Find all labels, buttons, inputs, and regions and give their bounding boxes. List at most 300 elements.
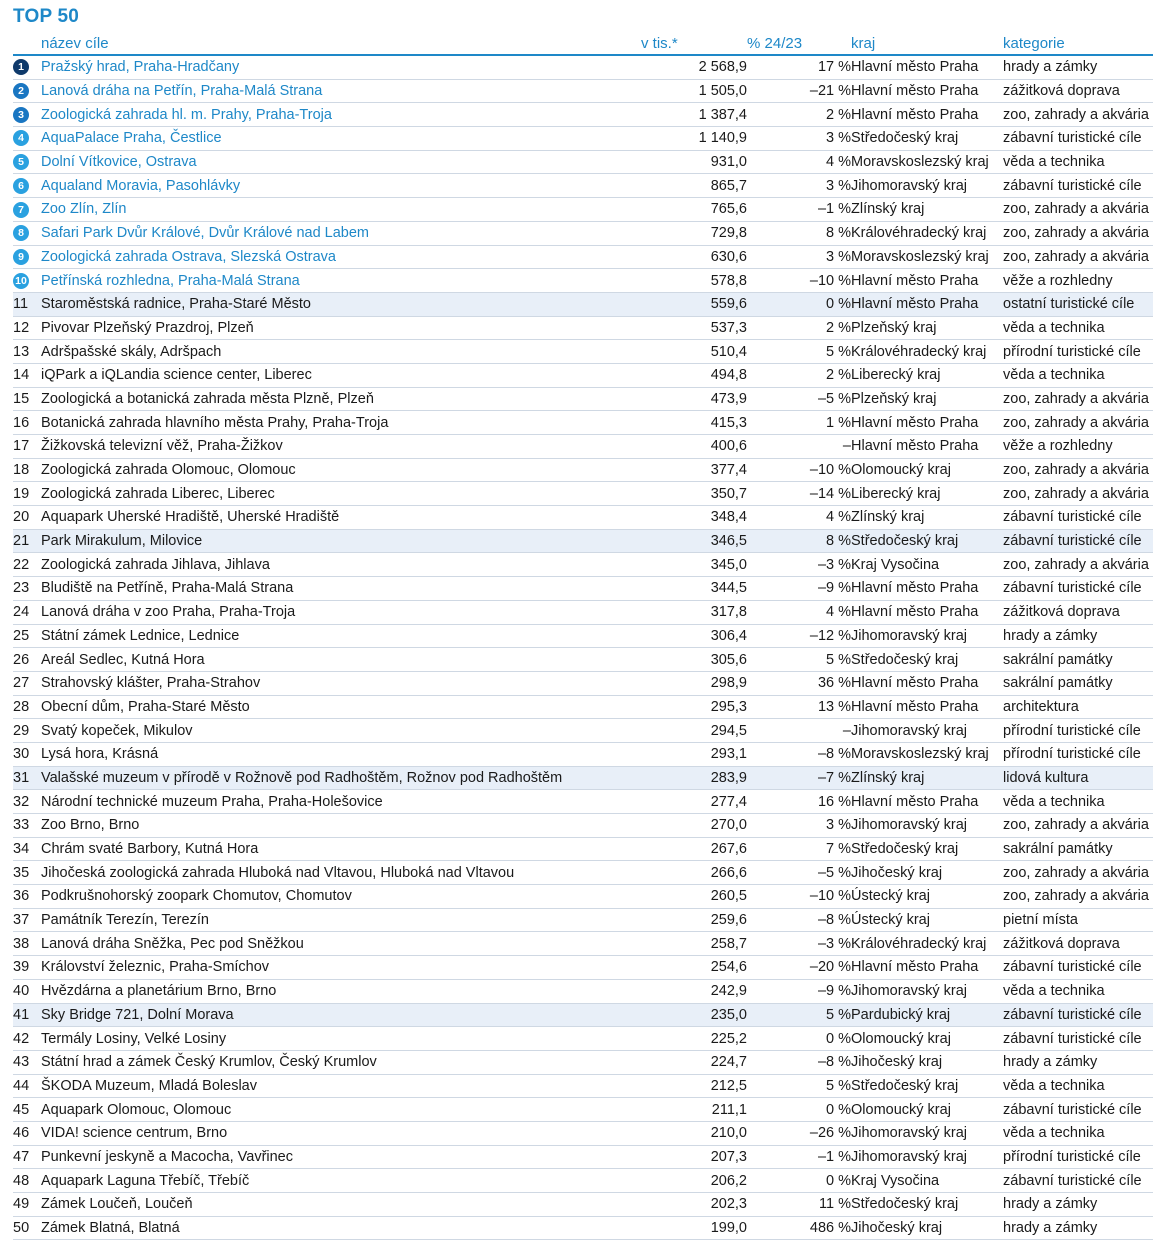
category-cell: zábavní turistické cíle bbox=[1003, 529, 1153, 553]
visitors-cell: 295,3 bbox=[641, 695, 747, 719]
change-cell: –8 % bbox=[747, 908, 851, 932]
rank-number: 26 bbox=[13, 651, 30, 668]
change-cell: –26 % bbox=[747, 1121, 851, 1145]
change-cell: –1 % bbox=[747, 198, 851, 222]
change-cell: –3 % bbox=[747, 932, 851, 956]
name-cell: Adršpašské skály, Adršpach bbox=[41, 340, 641, 364]
rank-number: 23 bbox=[13, 580, 30, 597]
category-cell: hrady a zámky bbox=[1003, 1193, 1153, 1217]
visitors-cell: 206,2 bbox=[641, 1169, 747, 1193]
category-cell: věda a technika bbox=[1003, 790, 1153, 814]
name-cell: Hvězdárna a planetárium Brno, Brno bbox=[41, 979, 641, 1003]
category-cell: zážitková doprava bbox=[1003, 600, 1153, 624]
region-cell: Kraj Vysočina bbox=[851, 1169, 1003, 1193]
header-visitors: v tis.* bbox=[641, 33, 747, 55]
category-cell: přírodní turistické cíle bbox=[1003, 719, 1153, 743]
category-cell: zážitková doprava bbox=[1003, 932, 1153, 956]
rank-cell bbox=[13, 932, 41, 956]
change-cell: 7 % bbox=[747, 837, 851, 861]
rank-cell bbox=[13, 127, 41, 151]
region-cell: Hlavní město Praha bbox=[851, 292, 1003, 316]
category-cell: zábavní turistické cíle bbox=[1003, 1098, 1153, 1122]
rank-badge: 2 bbox=[13, 83, 29, 99]
name-cell: Aqualand Moravia, Pasohlávky bbox=[41, 174, 641, 198]
rank-number: 46 bbox=[13, 1125, 30, 1142]
rank-number: 13 bbox=[13, 343, 30, 360]
name-cell: Aquapark Olomouc, Olomouc bbox=[41, 1098, 641, 1122]
region-cell: Jihočeský kraj bbox=[851, 1050, 1003, 1074]
region-cell: Hlavní město Praha bbox=[851, 790, 1003, 814]
table-row bbox=[13, 55, 1153, 79]
visitors-cell: 267,6 bbox=[641, 837, 747, 861]
visitors-cell: 377,4 bbox=[641, 458, 747, 482]
change-cell: 3 % bbox=[747, 127, 851, 151]
category-cell: věda a technika bbox=[1003, 979, 1153, 1003]
table-row bbox=[13, 1003, 1153, 1027]
region-cell: Jihomoravský kraj bbox=[851, 719, 1003, 743]
name-cell: Punkevní jeskyně a Macocha, Vavřinec bbox=[41, 1145, 641, 1169]
rank-cell bbox=[13, 1169, 41, 1193]
region-cell: Středočeský kraj bbox=[851, 1074, 1003, 1098]
rank-number: 34 bbox=[13, 841, 30, 858]
rank-number: 43 bbox=[13, 1054, 30, 1071]
rank-badge: 10 bbox=[13, 273, 29, 289]
visitors-cell: 317,8 bbox=[641, 600, 747, 624]
table-row bbox=[13, 766, 1153, 790]
table-row bbox=[13, 1098, 1153, 1122]
header-change: % 24/23 bbox=[747, 33, 851, 55]
category-cell: zoo, zahrady a akvária bbox=[1003, 198, 1153, 222]
visitors-cell: 202,3 bbox=[641, 1193, 747, 1217]
region-cell: Středočeský kraj bbox=[851, 1193, 1003, 1217]
category-cell: přírodní turistické cíle bbox=[1003, 742, 1153, 766]
change-cell: 5 % bbox=[747, 648, 851, 672]
name-cell: Obecní dům, Praha-Staré Město bbox=[41, 695, 641, 719]
change-cell: –8 % bbox=[747, 1050, 851, 1074]
region-cell: Hlavní město Praha bbox=[851, 79, 1003, 103]
visitors-cell: 207,3 bbox=[641, 1145, 747, 1169]
category-cell: zoo, zahrady a akvária bbox=[1003, 553, 1153, 577]
region-cell: Hlavní město Praha bbox=[851, 103, 1003, 127]
category-cell: zábavní turistické cíle bbox=[1003, 506, 1153, 530]
table-row bbox=[13, 103, 1153, 127]
rank-number: 16 bbox=[13, 414, 30, 431]
region-cell: Hlavní město Praha bbox=[851, 600, 1003, 624]
region-cell: Hlavní město Praha bbox=[851, 671, 1003, 695]
change-cell: –8 % bbox=[747, 742, 851, 766]
name-cell: Sky Bridge 721, Dolní Morava bbox=[41, 1003, 641, 1027]
change-cell: 8 % bbox=[747, 221, 851, 245]
table-row bbox=[13, 529, 1153, 553]
category-cell: zábavní turistické cíle bbox=[1003, 1003, 1153, 1027]
table-row bbox=[13, 932, 1153, 956]
region-cell: Královéhradecký kraj bbox=[851, 340, 1003, 364]
name-cell: Pražský hrad, Praha-Hradčany bbox=[41, 55, 641, 79]
category-cell: zoo, zahrady a akvária bbox=[1003, 103, 1153, 127]
change-cell: 2 % bbox=[747, 363, 851, 387]
name-cell: Staroměstská radnice, Praha-Staré Město bbox=[41, 292, 641, 316]
category-cell: zoo, zahrady a akvária bbox=[1003, 885, 1153, 909]
visitors-cell: 931,0 bbox=[641, 150, 747, 174]
rank-cell bbox=[13, 908, 41, 932]
name-cell: Památník Terezín, Terezín bbox=[41, 908, 641, 932]
category-cell: zábavní turistické cíle bbox=[1003, 577, 1153, 601]
table-row bbox=[13, 1193, 1153, 1217]
change-cell: –5 % bbox=[747, 387, 851, 411]
change-cell: 4 % bbox=[747, 506, 851, 530]
rank-number: 22 bbox=[13, 556, 30, 573]
visitors-cell: 2 568,9 bbox=[641, 55, 747, 79]
name-cell: Lanová dráha Sněžka, Pec pod Sněžkou bbox=[41, 932, 641, 956]
name-cell: Zoologická zahrada Liberec, Liberec bbox=[41, 482, 641, 506]
region-cell: Středočeský kraj bbox=[851, 648, 1003, 672]
name-cell: Aquapark Uherské Hradiště, Uherské Hradiště bbox=[41, 506, 641, 530]
table-row bbox=[13, 648, 1153, 672]
rank-number: 19 bbox=[13, 485, 30, 502]
region-cell: Olomoucký kraj bbox=[851, 458, 1003, 482]
category-cell: sakrální památky bbox=[1003, 648, 1153, 672]
rank-number: 39 bbox=[13, 959, 30, 976]
table-row bbox=[13, 814, 1153, 838]
table-row bbox=[13, 1027, 1153, 1051]
name-cell: VIDA! science centrum, Brno bbox=[41, 1121, 641, 1145]
change-cell: 4 % bbox=[747, 150, 851, 174]
region-cell: Královéhradecký kraj bbox=[851, 932, 1003, 956]
visitors-cell: 537,3 bbox=[641, 316, 747, 340]
category-cell: hrady a zámky bbox=[1003, 624, 1153, 648]
category-cell: architektura bbox=[1003, 695, 1153, 719]
rank-cell bbox=[13, 1003, 41, 1027]
rank-cell bbox=[13, 292, 41, 316]
table-row bbox=[13, 885, 1153, 909]
visitors-cell: 559,6 bbox=[641, 292, 747, 316]
category-cell: sakrální památky bbox=[1003, 837, 1153, 861]
name-cell: Svatý kopeček, Mikulov bbox=[41, 719, 641, 743]
change-cell: 13 % bbox=[747, 695, 851, 719]
rank-number: 50 bbox=[13, 1220, 30, 1237]
name-cell: Království železnic, Praha-Smíchov bbox=[41, 956, 641, 980]
table-row bbox=[13, 837, 1153, 861]
category-cell: věže a rozhledny bbox=[1003, 269, 1153, 293]
rank-cell bbox=[13, 363, 41, 387]
change-cell: 3 % bbox=[747, 245, 851, 269]
rank-cell bbox=[13, 742, 41, 766]
visitors-cell: 242,9 bbox=[641, 979, 747, 1003]
rank-cell bbox=[13, 174, 41, 198]
change-cell: –10 % bbox=[747, 885, 851, 909]
region-cell: Hlavní město Praha bbox=[851, 695, 1003, 719]
rank-cell bbox=[13, 648, 41, 672]
region-cell: Kraj Vysočina bbox=[851, 553, 1003, 577]
visitors-cell: 305,6 bbox=[641, 648, 747, 672]
visitors-cell: 224,7 bbox=[641, 1050, 747, 1074]
table-row bbox=[13, 577, 1153, 601]
region-cell: Středočeský kraj bbox=[851, 529, 1003, 553]
table-row bbox=[13, 861, 1153, 885]
rank-badge: 5 bbox=[13, 154, 29, 170]
region-cell: Jihomoravský kraj bbox=[851, 174, 1003, 198]
name-cell: Safari Park Dvůr Králové, Dvůr Králové nad Labem bbox=[41, 221, 641, 245]
table-row bbox=[13, 1121, 1153, 1145]
rank-cell bbox=[13, 482, 41, 506]
visitors-cell: 1 387,4 bbox=[641, 103, 747, 127]
category-cell: zoo, zahrady a akvária bbox=[1003, 814, 1153, 838]
category-cell: věda a technika bbox=[1003, 316, 1153, 340]
visitors-cell: 1 140,9 bbox=[641, 127, 747, 151]
name-cell: AquaPalace Praha, Čestlice bbox=[41, 127, 641, 151]
rank-number: 33 bbox=[13, 817, 30, 834]
rank-cell bbox=[13, 1121, 41, 1145]
region-cell: Ústecký kraj bbox=[851, 908, 1003, 932]
table-row bbox=[13, 150, 1153, 174]
rank-number: 31 bbox=[13, 769, 30, 786]
name-cell: iQPark a iQLandia science center, Liberec bbox=[41, 363, 641, 387]
table-row bbox=[13, 742, 1153, 766]
table-row bbox=[13, 695, 1153, 719]
table-row bbox=[13, 269, 1153, 293]
region-cell: Hlavní město Praha bbox=[851, 577, 1003, 601]
table-row bbox=[13, 458, 1153, 482]
table-row bbox=[13, 411, 1153, 435]
rank-badge: 8 bbox=[13, 225, 29, 241]
rank-number: 44 bbox=[13, 1077, 30, 1094]
rank-number: 14 bbox=[13, 367, 30, 384]
rank-cell bbox=[13, 198, 41, 222]
region-cell: Moravskoslezský kraj bbox=[851, 245, 1003, 269]
name-cell: Bludiště na Petříně, Praha-Malá Strana bbox=[41, 577, 641, 601]
name-cell: Termály Losiny, Velké Losiny bbox=[41, 1027, 641, 1051]
category-cell: zábavní turistické cíle bbox=[1003, 956, 1153, 980]
header-rank bbox=[13, 33, 41, 55]
category-cell: hrady a zámky bbox=[1003, 55, 1153, 79]
rank-number: 40 bbox=[13, 983, 30, 1000]
name-cell: Chrám svaté Barbory, Kutná Hora bbox=[41, 837, 641, 861]
change-cell: 2 % bbox=[747, 103, 851, 127]
rank-cell bbox=[13, 221, 41, 245]
change-cell: –5 % bbox=[747, 861, 851, 885]
rank-badge: 1 bbox=[13, 59, 29, 75]
change-cell: 16 % bbox=[747, 790, 851, 814]
rank-badge: 4 bbox=[13, 130, 29, 146]
rank-badge: 3 bbox=[13, 107, 29, 123]
rank-cell bbox=[13, 1027, 41, 1051]
visitors-cell: 494,8 bbox=[641, 363, 747, 387]
name-cell: Národní technické muzeum Praha, Praha-Holešovice bbox=[41, 790, 641, 814]
name-cell: Žižkovská televizní věž, Praha-Žižkov bbox=[41, 435, 641, 459]
table-row bbox=[13, 292, 1153, 316]
change-cell: 8 % bbox=[747, 529, 851, 553]
category-cell: přírodní turistické cíle bbox=[1003, 340, 1153, 364]
rank-number: 45 bbox=[13, 1101, 30, 1118]
table-row bbox=[13, 671, 1153, 695]
name-cell: Dolní Vítkovice, Ostrava bbox=[41, 150, 641, 174]
table-row bbox=[13, 482, 1153, 506]
rank-cell bbox=[13, 600, 41, 624]
rank-cell bbox=[13, 411, 41, 435]
table-row bbox=[13, 600, 1153, 624]
rank-number: 18 bbox=[13, 462, 30, 479]
region-cell: Liberecký kraj bbox=[851, 482, 1003, 506]
table-row bbox=[13, 435, 1153, 459]
name-cell: Zoologická zahrada Ostrava, Slezská Ostrava bbox=[41, 245, 641, 269]
rank-number: 28 bbox=[13, 698, 30, 715]
table-row bbox=[13, 1074, 1153, 1098]
rank-number: 21 bbox=[13, 533, 30, 550]
name-cell: Státní hrad a zámek Český Krumlov, Český Krumlov bbox=[41, 1050, 641, 1074]
region-cell: Pardubický kraj bbox=[851, 1003, 1003, 1027]
name-cell: Zoologická a botanická zahrada města Plzně, Plzeň bbox=[41, 387, 641, 411]
rank-cell bbox=[13, 861, 41, 885]
rank-cell bbox=[13, 837, 41, 861]
category-cell: věže a rozhledny bbox=[1003, 435, 1153, 459]
header-region: kraj bbox=[851, 33, 1003, 55]
table-body bbox=[13, 55, 1153, 1240]
rank-number: 42 bbox=[13, 1030, 30, 1047]
page-title: TOP 50 bbox=[13, 6, 79, 27]
rank-cell bbox=[13, 719, 41, 743]
visitors-cell: 346,5 bbox=[641, 529, 747, 553]
visitors-cell: 400,6 bbox=[641, 435, 747, 459]
category-cell: věda a technika bbox=[1003, 363, 1153, 387]
rank-cell bbox=[13, 340, 41, 364]
visitors-cell: 350,7 bbox=[641, 482, 747, 506]
visitors-cell: 254,6 bbox=[641, 956, 747, 980]
name-cell: Strahovský klášter, Praha-Strahov bbox=[41, 671, 641, 695]
region-cell: Jihomoravský kraj bbox=[851, 979, 1003, 1003]
rank-number: 17 bbox=[13, 438, 30, 455]
name-cell: Valašské muzeum v přírodě v Rožnově pod Radhoštěm, Rožnov pod Radhoštěm bbox=[41, 766, 641, 790]
change-cell: 2 % bbox=[747, 316, 851, 340]
name-cell: Botanická zahrada hlavního města Prahy, Praha-Troja bbox=[41, 411, 641, 435]
visitors-cell: 235,0 bbox=[641, 1003, 747, 1027]
change-cell: –1 % bbox=[747, 1145, 851, 1169]
rank-cell bbox=[13, 1074, 41, 1098]
rank-cell bbox=[13, 1098, 41, 1122]
visitors-cell: 225,2 bbox=[641, 1027, 747, 1051]
category-cell: zážitková doprava bbox=[1003, 79, 1153, 103]
rank-cell bbox=[13, 79, 41, 103]
visitors-cell: 630,6 bbox=[641, 245, 747, 269]
change-cell: –21 % bbox=[747, 79, 851, 103]
table-row bbox=[13, 624, 1153, 648]
change-cell: –7 % bbox=[747, 766, 851, 790]
change-cell: –10 % bbox=[747, 458, 851, 482]
region-cell: Liberecký kraj bbox=[851, 363, 1003, 387]
change-cell: 11 % bbox=[747, 1193, 851, 1217]
region-cell: Moravskoslezský kraj bbox=[851, 150, 1003, 174]
name-cell: Podkrušnohorský zoopark Chomutov, Chomutov bbox=[41, 885, 641, 909]
table-row bbox=[13, 340, 1153, 364]
change-cell: –3 % bbox=[747, 553, 851, 577]
category-cell: zoo, zahrady a akvária bbox=[1003, 411, 1153, 435]
category-cell: zoo, zahrady a akvária bbox=[1003, 861, 1153, 885]
region-cell: Zlínský kraj bbox=[851, 766, 1003, 790]
rank-cell bbox=[13, 506, 41, 530]
change-cell: 486 % bbox=[747, 1216, 851, 1240]
rank-cell bbox=[13, 269, 41, 293]
change-cell: – bbox=[747, 435, 851, 459]
rank-number: 25 bbox=[13, 627, 30, 644]
region-cell: Hlavní město Praha bbox=[851, 55, 1003, 79]
category-cell: zábavní turistické cíle bbox=[1003, 127, 1153, 151]
rank-cell bbox=[13, 624, 41, 648]
change-cell: 5 % bbox=[747, 1074, 851, 1098]
table-row bbox=[13, 387, 1153, 411]
visitors-cell: 415,3 bbox=[641, 411, 747, 435]
visitors-cell: 473,9 bbox=[641, 387, 747, 411]
category-cell: zábavní turistické cíle bbox=[1003, 174, 1153, 198]
table-row bbox=[13, 1169, 1153, 1193]
visitors-cell: 298,9 bbox=[641, 671, 747, 695]
table-row bbox=[13, 127, 1153, 151]
change-cell: –10 % bbox=[747, 269, 851, 293]
name-cell: Zoologická zahrada Jihlava, Jihlava bbox=[41, 553, 641, 577]
visitors-cell: 260,5 bbox=[641, 885, 747, 909]
visitors-cell: 510,4 bbox=[641, 340, 747, 364]
category-cell: lidová kultura bbox=[1003, 766, 1153, 790]
name-cell: Zoo Zlín, Zlín bbox=[41, 198, 641, 222]
name-cell: Aquapark Laguna Třebíč, Třebíč bbox=[41, 1169, 641, 1193]
rank-cell bbox=[13, 55, 41, 79]
region-cell: Jihočeský kraj bbox=[851, 861, 1003, 885]
visitors-cell: 266,6 bbox=[641, 861, 747, 885]
visitors-cell: 211,1 bbox=[641, 1098, 747, 1122]
rank-cell bbox=[13, 553, 41, 577]
category-cell: věda a technika bbox=[1003, 150, 1153, 174]
visitors-cell: 199,0 bbox=[641, 1216, 747, 1240]
table-row bbox=[13, 221, 1153, 245]
table-row bbox=[13, 1216, 1153, 1240]
name-cell: Státní zámek Lednice, Lednice bbox=[41, 624, 641, 648]
visitors-cell: 729,8 bbox=[641, 221, 747, 245]
category-cell: přírodní turistické cíle bbox=[1003, 1145, 1153, 1169]
name-cell: ŠKODA Muzeum, Mladá Boleslav bbox=[41, 1074, 641, 1098]
visitors-cell: 1 505,0 bbox=[641, 79, 747, 103]
change-cell: 4 % bbox=[747, 600, 851, 624]
visitors-cell: 348,4 bbox=[641, 506, 747, 530]
rank-number: 35 bbox=[13, 864, 30, 881]
region-cell: Olomoucký kraj bbox=[851, 1027, 1003, 1051]
region-cell: Plzeňský kraj bbox=[851, 387, 1003, 411]
table-row bbox=[13, 1145, 1153, 1169]
name-cell: Pivovar Plzeňský Prazdroj, Plzeň bbox=[41, 316, 641, 340]
rank-cell bbox=[13, 814, 41, 838]
change-cell: 0 % bbox=[747, 1027, 851, 1051]
rank-number: 20 bbox=[13, 509, 30, 526]
rank-cell bbox=[13, 766, 41, 790]
rank-number: 12 bbox=[13, 319, 30, 336]
rank-cell bbox=[13, 245, 41, 269]
change-cell: 3 % bbox=[747, 174, 851, 198]
table-row bbox=[13, 790, 1153, 814]
rank-number: 49 bbox=[13, 1196, 30, 1213]
rank-number: 38 bbox=[13, 935, 30, 952]
table-row bbox=[13, 908, 1153, 932]
change-cell: –14 % bbox=[747, 482, 851, 506]
region-cell: Hlavní město Praha bbox=[851, 435, 1003, 459]
region-cell: Ústecký kraj bbox=[851, 885, 1003, 909]
visitors-cell: 277,4 bbox=[641, 790, 747, 814]
table-row bbox=[13, 245, 1153, 269]
rank-badge: 9 bbox=[13, 249, 29, 265]
rank-cell bbox=[13, 1145, 41, 1169]
table-row bbox=[13, 719, 1153, 743]
table-row bbox=[13, 174, 1153, 198]
visitors-cell: 765,6 bbox=[641, 198, 747, 222]
region-cell: Jihomoravský kraj bbox=[851, 624, 1003, 648]
rank-cell bbox=[13, 529, 41, 553]
rank-number: 15 bbox=[13, 390, 30, 407]
